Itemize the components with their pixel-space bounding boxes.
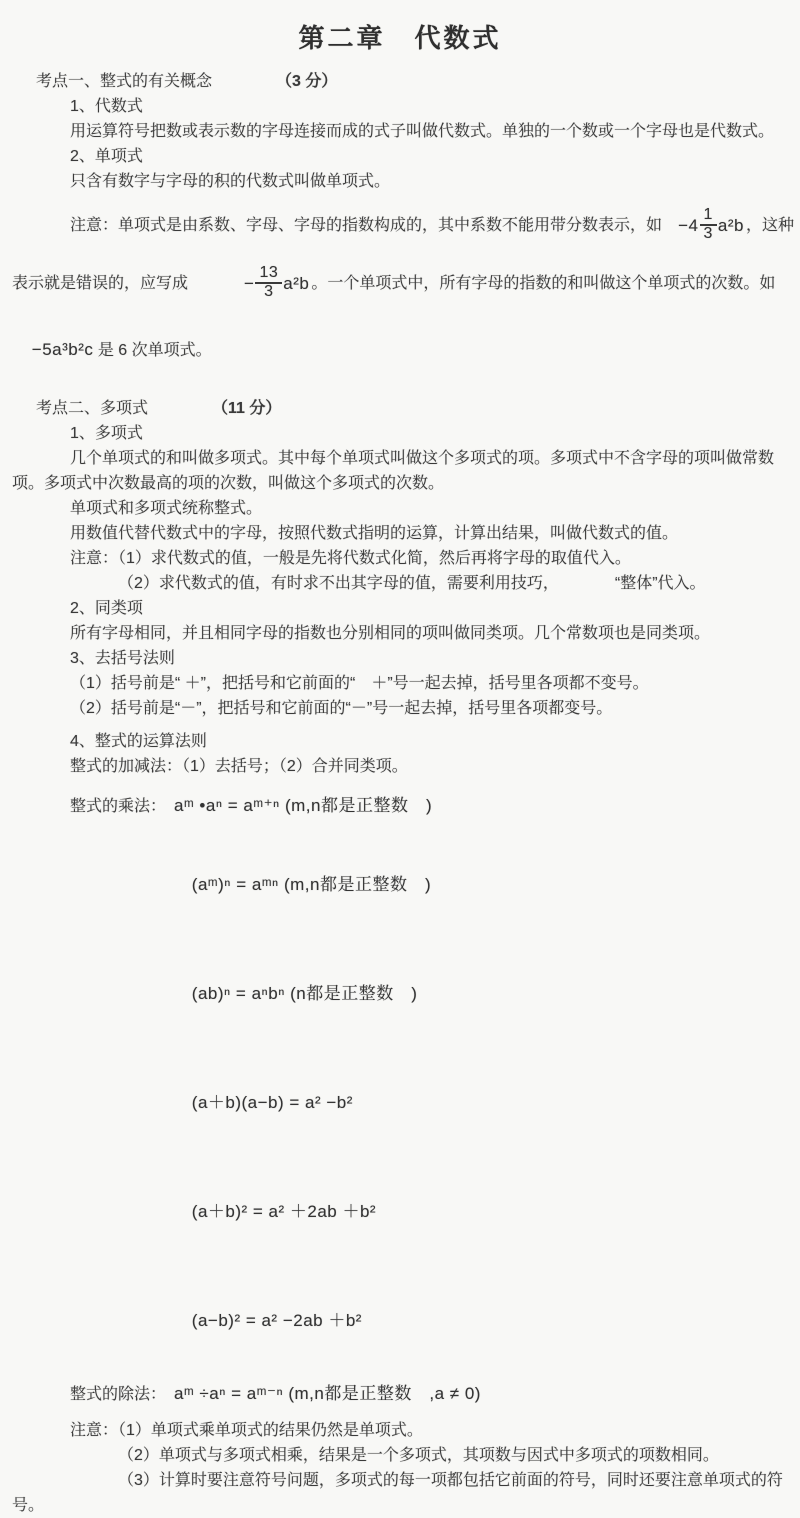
section2-heading: 考点二、多项式 <box>36 400 149 417</box>
fraction-variables: a²b <box>717 215 744 235</box>
s2-final-note1: 注意：（1）单项式乘单项式的结果仍然是单项式。 <box>70 1422 423 1439</box>
formula-difference-squares: (a＋b)(a−b) = a² −b² <box>191 1093 353 1112</box>
fraction-numerator: 13 <box>255 265 282 284</box>
fraction-denominator: 3 <box>703 225 713 242</box>
formula-product-power: (ab)ⁿ = aⁿbⁿ (n都是正整数 ) <box>191 984 418 1003</box>
fraction-stack <box>255 265 282 301</box>
s1-note-lead: 注意：单项式是由系数、字母、字母的指数构成的，其中系数不能用带分数表示，如 <box>70 216 663 234</box>
fraction-variables: a²b <box>283 273 310 293</box>
fraction-denominator: 3 <box>264 283 274 300</box>
formula-row-division <box>70 1379 794 1410</box>
s2-item2-title: 2、同类项 <box>70 600 143 617</box>
s2-item4-title: 4、整式的运算法则 <box>70 733 207 750</box>
s2-final-note3-line1: （3）计算时要注意符号问题，多项式的每一项都包括它前面的符号，同时还要注意单项式的符 <box>118 1472 783 1489</box>
s1-note-line <box>70 194 794 256</box>
s2-unify-line: 单项式和多项式统称整式。 <box>70 500 263 517</box>
s2-item1-body-line2: 项。多项式中次数最高的项的次数，叫做这个多项式的次数。 <box>12 475 445 492</box>
s1-item1-body: 用运算符号把数或表示数的字母连接而成的式子叫做代数式。单独的一个数或一个字母也是代数式。 <box>70 123 775 140</box>
formula-power-rule-row <box>174 840 794 931</box>
section1-heading: 考点一、整式的有关概念 <box>36 73 213 90</box>
s2-value-line: 用数值代替代数式中的字母，按照代数式指明的运算，计算出结果，叫做代数式的值。 <box>70 525 679 542</box>
s2-item1-body-line1: 几个单项式的和叫做多项式。其中每个单项式叫做这个多项式的项。多项式中不含字母的项叫做常数 <box>70 450 775 467</box>
s1-correction-line <box>12 256 794 310</box>
chapter-title: 第二章 代数式 <box>298 23 502 53</box>
s1-degree-example <box>14 312 794 388</box>
s2-item2-body: 所有字母相同，并且相同字母的指数也分别相同的项叫做同类项。几个常数项也是同类项。 <box>70 625 711 642</box>
formula-square-sum-row <box>174 1167 794 1258</box>
multiplication-label: 整式的乘法： <box>70 798 167 815</box>
s1-item1-title: 1、代数式 <box>70 98 143 115</box>
formula-product-rule: aᵐ •aⁿ = aᵐ⁺ⁿ (m,n都是正整数 ) <box>174 796 433 815</box>
fraction-sign: − <box>244 273 255 293</box>
s2-addsub-rule: 整式的加减法：（1）去括号；（2）合并同类项。 <box>70 758 408 775</box>
s2-item1-title: 1、多项式 <box>70 425 143 442</box>
section1-score: （3 分） <box>276 73 338 90</box>
formula-product-power-row <box>174 949 794 1040</box>
s2-item3-title: 3、去括号法则 <box>70 650 175 667</box>
s1-note-tail: ，这种 <box>745 216 794 234</box>
division-label: 整式的除法： <box>70 1386 167 1403</box>
s1-correction-tail: 。一个单项式中，所有字母的指数的和叫做这个单项式的次数。如 <box>311 274 776 292</box>
mixed-fraction-example <box>678 207 744 243</box>
formula-difference-squares-row <box>174 1058 794 1149</box>
s2-item3-rule1: （1）括号前是“ ＋”，把括号和它前面的“ ＋”号一起去掉，括号里各项都不变号。 <box>70 675 649 692</box>
section1-heading-row <box>36 69 794 94</box>
s2-final-note3-line2: 号。 <box>12 1497 45 1514</box>
s2-note1: 注意：（1）求代数式的值，一般是先将代数式化简，然后再将字母的取值代入。 <box>70 550 631 567</box>
fraction-sign: −4 <box>678 215 699 235</box>
s2-note2: （2）求代数式的值，有时求不出其字母的值，需要利用技巧， “整体”代入。 <box>118 575 706 592</box>
formula-square-sum: (a＋b)² = a² ＋2ab ＋b² <box>191 1202 377 1221</box>
s1-correction-lead: 表示就是错误的，应写成 <box>12 274 189 292</box>
formula-row-multiplication <box>70 791 794 822</box>
s2-item3-rule2: （2）括号前是“－”，把括号和它前面的“－”号一起去掉，括号里各项都变号。 <box>70 700 613 717</box>
formula-square-difference: (a−b)² = a² −2ab ＋b² <box>191 1311 362 1330</box>
fraction-numerator: 1 <box>700 207 717 226</box>
section2-heading-row <box>36 396 794 421</box>
monomial-example: −5a³b²c <box>31 340 94 359</box>
section2-score: （11 分） <box>212 400 282 417</box>
s2-final-note2: （2）单项式与多项式相乘，结果是一个多项式，其项数与因式中多项式的项数相同。 <box>118 1447 719 1464</box>
s1-item2-body: 只含有数字与字母的积的代数式叫做单项式。 <box>70 173 391 190</box>
degree-example-text: 是 6 次单项式。 <box>93 342 212 359</box>
formula-quotient-rule: aᵐ ÷aⁿ = aᵐ⁻ⁿ (m,n都是正整数 ,a ≠ 0) <box>174 1384 481 1403</box>
formula-square-difference-row <box>174 1276 794 1367</box>
improper-fraction-example <box>244 265 309 301</box>
formula-power-rule: (aᵐ)ⁿ = aᵐⁿ (m,n都是正整数 ) <box>191 875 432 894</box>
fraction-stack <box>700 207 717 243</box>
s1-item2-title: 2、单项式 <box>70 148 143 165</box>
